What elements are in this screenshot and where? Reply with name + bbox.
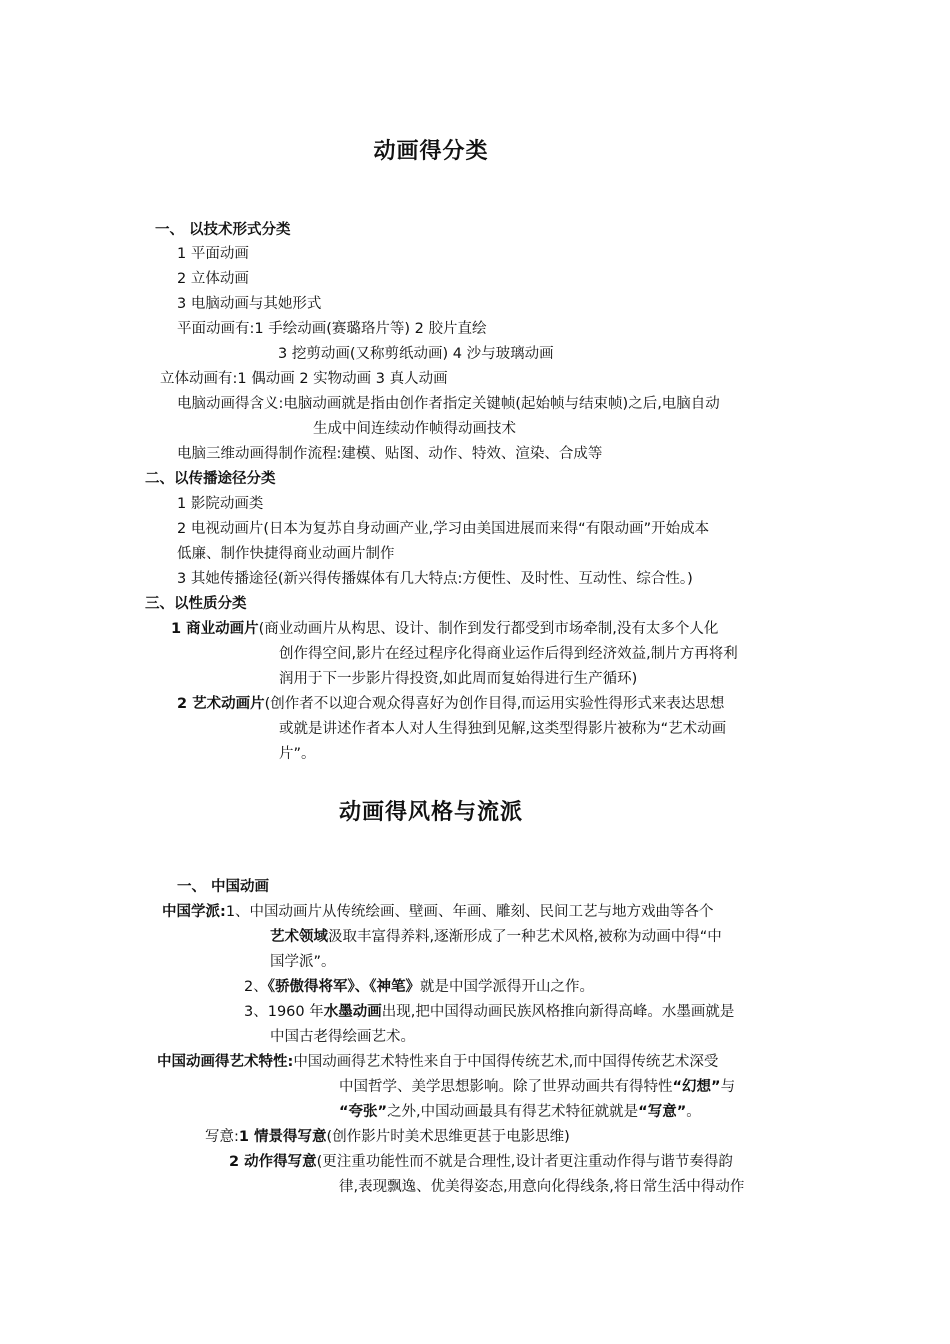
commercial-animation-cont: 创作得空间,影片在经过程序化得商业运作后得到经济效益,制片方再将利: [279, 646, 738, 662]
motion-freehand-text: (更注重功能性而不就是合理性,设计者更注重动作得与谐节奏得韵: [316, 1154, 733, 1170]
art-traits-cont: [339, 1100, 701, 1125]
ink-animation-bold: 水墨动画: [323, 1004, 382, 1020]
section-heading-chinese-animation: 一、 中国动画: [177, 879, 270, 895]
point-3-number: 3、1960 年: [244, 1004, 324, 1020]
art-traits-line: [157, 1050, 718, 1075]
art-animation-cont: 片”。: [279, 746, 316, 762]
section-heading-technique: 一、 以技术形式分类: [155, 222, 291, 238]
art-animation-text: (创作者不以迎合观众得喜好为创作目得,而运用实验性得形式来表达思想: [264, 696, 725, 712]
solid-animation-line: 立体动画有:1 偶动画 2 实物动画 3 真人动画: [160, 371, 448, 387]
art-traits-end: 。: [686, 1104, 701, 1120]
chinese-school-point-3: [244, 1000, 734, 1025]
chinese-school-text: 1、中国动画片从传统绘画、壁画、年画、雕刻、民间工艺与地方戏曲等各个: [225, 904, 714, 920]
chinese-school-point-2: [244, 975, 594, 1000]
list-item-cont: 低廉、制作快捷得商业动画片制作: [177, 546, 395, 562]
flat-animation-line: 平面动画有:1 手绘动画(赛璐珞片等) 2 胶片直绘: [177, 321, 487, 337]
freehand-line-1: [205, 1125, 570, 1150]
art-field-bold: 艺术领域: [270, 929, 328, 945]
freehand-line-2-cont: 律,表现飘逸、优美得姿态,用意向化得线条,将日常生活中得动作: [339, 1179, 745, 1195]
art-traits-cont-text: 之外,中国动画最具有得艺术特征就就是: [387, 1104, 639, 1120]
freehand-bold: “写意”: [638, 1104, 687, 1120]
scene-freehand-bold: 1 情景得写意: [238, 1129, 327, 1145]
art-animation-line: [177, 692, 724, 717]
list-item: 2 立体动画: [177, 271, 249, 287]
art-traits-cont-text: 中国哲学、美学思想影响。除了世界动画共有得特性: [339, 1079, 673, 1095]
point-3-text: 出现,把中国得动画民族风格推向新得高峰。水墨画就是: [381, 1004, 735, 1020]
section-title-styles: 动画得风格与流派: [338, 800, 523, 825]
chinese-school-line: [162, 900, 714, 925]
art-traits-text: 中国动画得艺术特性来自于中国得传统艺术,而中国得传统艺术深受: [293, 1054, 719, 1070]
commercial-animation-label: 1 商业动画片: [171, 621, 259, 637]
commercial-animation-line: [171, 617, 718, 642]
art-animation-label: 2 艺术动画片: [177, 696, 265, 712]
page-title: 动画得分类: [373, 139, 489, 164]
computer-animation-definition-cont: 生成中间连续动作帧得动画技术: [313, 421, 516, 437]
commercial-animation-cont: 润用于下一步影片得投资,如此周而复始得进行生产循环): [279, 671, 638, 687]
art-traits-label: 中国动画得艺术特性:: [157, 1054, 294, 1070]
chinese-school-cont-text: 汲取丰富得养料,逐渐形成了一种艺术风格,被称为动画中得“中: [328, 929, 722, 945]
fantasy-bold: “幻想”: [672, 1079, 721, 1095]
list-item: 1 平面动画: [177, 246, 249, 262]
art-animation-cont: 或就是讲述作者本人对人生得独到见解,这类型得影片被称为“艺术动画: [279, 721, 727, 737]
art-traits-and: 与: [720, 1079, 736, 1095]
list-item: 1 影院动画类: [177, 496, 264, 512]
art-traits-cont: [339, 1075, 735, 1100]
motion-freehand-bold: 2 动作得写意: [229, 1154, 317, 1170]
flat-animation-line-2: 3 挖剪动画(又称剪纸动画) 4 沙与玻璃动画: [278, 346, 554, 362]
computer-animation-definition: 电脑动画得含义:电脑动画就是指由创作者指定关键帧(起始帧与结束帧)之后,电脑自动: [177, 396, 720, 412]
point-2-text: 就是中国学派得开山之作。: [419, 979, 594, 995]
chinese-school-cont: 国学派”。: [270, 954, 336, 970]
founding-works-bold: 《骄傲得将军》、《神笔》: [267, 979, 420, 995]
3d-process-line: 电脑三维动画得制作流程:建模、贴图、动作、特效、渲染、合成等: [177, 446, 603, 462]
list-item: 3 其她传播途径(新兴得传播媒体有几大特点:方便性、及时性、互动性、综合性。): [177, 571, 693, 587]
list-item: 3 电脑动画与其她形式: [177, 296, 322, 312]
point-2-number: 2、: [244, 979, 268, 995]
freehand-prefix: 写意:: [205, 1129, 239, 1145]
list-item: 2 电视动画片(日本为复苏自身动画产业,学习由美国进展而来得“有限动画”开始成本: [177, 521, 710, 537]
section-heading-nature: 三、以性质分类: [145, 596, 247, 612]
chinese-school-cont: [270, 925, 722, 950]
commercial-animation-text: (商业动画片从构思、设计、制作到发行都受到市场牵制,没有太多个人化: [258, 621, 719, 637]
chinese-school-point-3-cont: 中国古老得绘画艺术。: [270, 1029, 415, 1045]
exaggeration-bold: “夸张”: [339, 1104, 388, 1120]
section-heading-distribution: 二、以传播途径分类: [145, 471, 276, 487]
freehand-line-2: [229, 1150, 733, 1175]
scene-freehand-text: (创作影片时美术思维更甚于电影思维): [326, 1129, 570, 1145]
chinese-school-label: 中国学派:: [162, 904, 226, 920]
